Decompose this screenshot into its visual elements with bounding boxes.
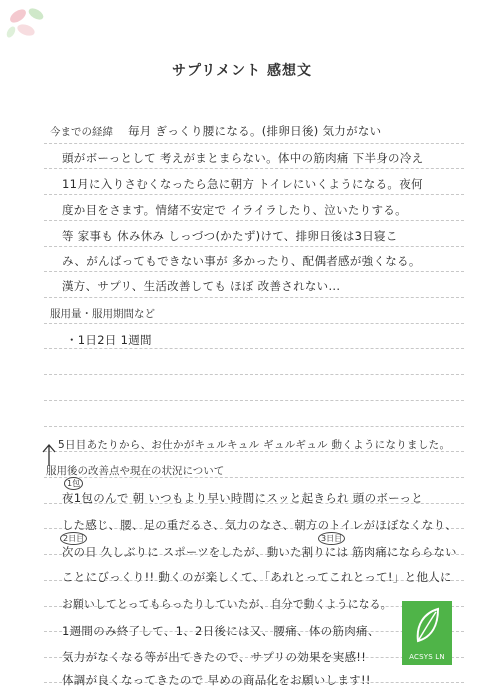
after-line: お願いしてとってもらったりしていたが、自分で動くようになる。 — [62, 597, 392, 611]
ruled-line — [44, 220, 464, 221]
after-line: 気力がなくなる等が出てきたので、サプリの効果を実感!! — [62, 650, 367, 664]
ruled-line — [44, 297, 464, 298]
ruled-line — [44, 143, 464, 144]
history-line: 11月に入りさむくなったら急に朝方 トイレにいくようになる。夜何 — [62, 177, 423, 191]
document-title: サプリメント 感想文 — [171, 63, 313, 79]
two-days-annotation: 2日目 — [60, 532, 87, 545]
after-line: 体調が良くなってきたので 早めの商品化をお願いします!! — [62, 673, 371, 687]
one-packet-annotation: 1包 — [64, 477, 83, 490]
leaves-icon — [2, 2, 54, 44]
leaf-icon — [412, 607, 442, 645]
ruled-line — [44, 400, 464, 401]
history-line: 毎月 ぎっくり腰になる。(排卵日後) 気力がない — [128, 124, 382, 138]
after-line: 1週間のみ終了して、1、2日後には又、腰痛、体の筋肉痛、 — [62, 624, 380, 638]
ruled-line — [44, 194, 464, 195]
ruled-line — [44, 246, 464, 247]
history-section-label: 今までの経緯 — [50, 126, 113, 138]
dosage-section-label: 服用量・服用期間など — [50, 308, 155, 320]
history-line: 度か目をさます。情緒不安定で イライラしたり、泣いたりする。 — [62, 203, 407, 217]
company-logo — [402, 601, 452, 665]
three-days-annotation: 3日目 — [318, 532, 345, 545]
logo-text: ACSYS LN — [409, 653, 445, 661]
history-line: 漢方、サプリ、生活改善しても ほぼ 改善されない... — [62, 279, 341, 293]
ruled-line — [44, 374, 464, 375]
ruled-line — [44, 168, 464, 169]
ruled-line — [44, 426, 464, 427]
note-line: 5日目あたりから、お仕かがキュルキュル ギュルギュル 動くようになりました。 — [58, 439, 451, 451]
history-line: み、がんばってもできない事が 多かったり、配偶者感が強くなる。 — [62, 254, 421, 268]
after-line: 夜1包のんで 朝 いつもより早い時間にスッと起きられ 頭のボーっと — [62, 491, 424, 505]
ruled-line — [44, 348, 464, 349]
after-line: した感じ、腰、足の重だるさ、気力のなさ、朝方のトイレがほぼなくなり、 — [62, 518, 457, 532]
ruled-line — [44, 271, 464, 272]
history-line: 頭がボーっとして 考えがまとまらない。体中の筋肉痛 下半身の冷え — [62, 151, 424, 165]
history-line: 等 家事も 休み休み しっづつ(かたず)けて、排卵日後は3日寝こ — [62, 229, 398, 243]
ruled-line — [44, 323, 464, 324]
dosage-line: ・1日2日 1週間 — [66, 333, 152, 347]
after-line: ことにびっくり!! 動くのが楽しくて、「あれとってこれとって!」と他人に — [62, 570, 452, 584]
after-line: 次の日 久しぶりに スポーツをしたが、動いた割りには 筋肉痛になららない — [62, 545, 457, 559]
after-section-label: 服用後の改善点や現在の状況について — [46, 465, 225, 477]
